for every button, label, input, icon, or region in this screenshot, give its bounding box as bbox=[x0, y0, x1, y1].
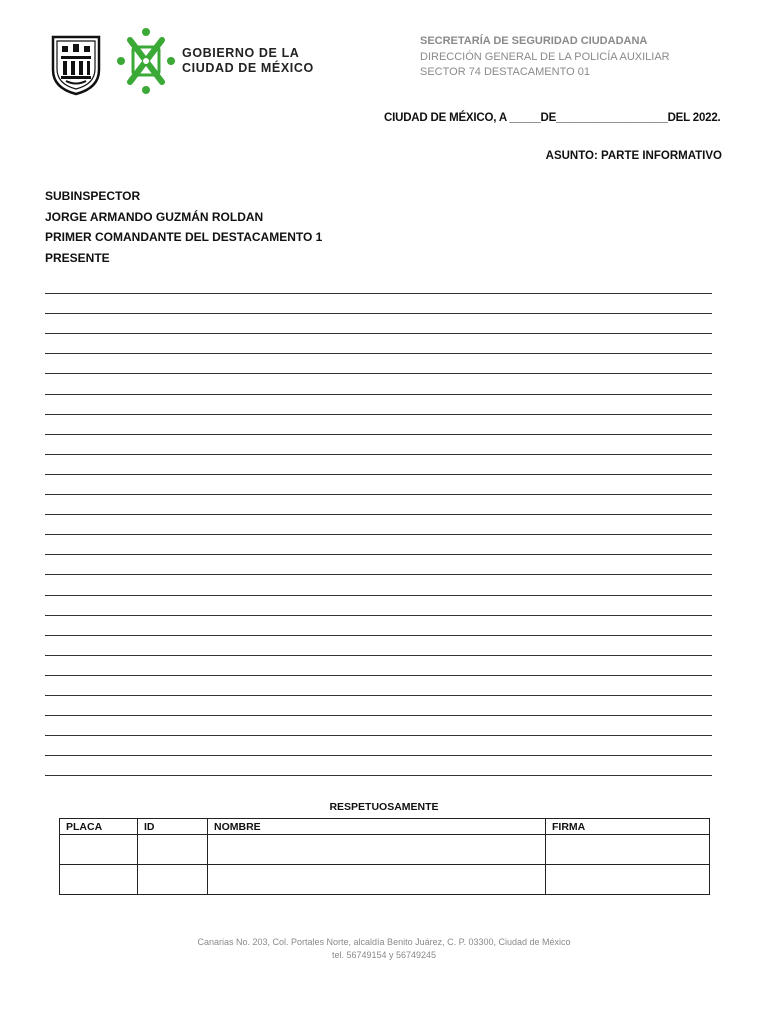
writing-line[interactable] bbox=[45, 534, 712, 535]
header-firma: FIRMA bbox=[546, 819, 710, 835]
writing-line[interactable] bbox=[45, 353, 712, 354]
firma-cell[interactable] bbox=[546, 865, 710, 895]
footer bbox=[0, 936, 768, 961]
placa-cell[interactable] bbox=[60, 835, 138, 865]
signature-table-header bbox=[60, 819, 710, 835]
writing-line[interactable] bbox=[45, 715, 712, 716]
org-sector: SECTOR 74 DESTACAMENTO 01 bbox=[420, 66, 590, 78]
addressee-name: JORGE ARMANDO GUZMÁN ROLDAN bbox=[45, 209, 264, 224]
brand-line-2: CIUDAD DE MÉXICO bbox=[182, 61, 314, 75]
addressee-block bbox=[45, 186, 322, 269]
writing-line[interactable] bbox=[45, 474, 712, 475]
header-id: ID bbox=[138, 819, 208, 835]
placa-cell[interactable] bbox=[60, 865, 138, 895]
brand-line-1: GOBIERNO DE LA bbox=[182, 46, 300, 60]
nombre-cell[interactable] bbox=[208, 865, 546, 895]
footer-phone: tel. 56749154 y 56749245 bbox=[331, 949, 437, 960]
writing-line[interactable] bbox=[45, 293, 712, 294]
coat-of-arms-icon bbox=[50, 34, 102, 96]
organization-block bbox=[420, 34, 670, 81]
writing-line[interactable] bbox=[45, 454, 712, 455]
writing-line[interactable] bbox=[45, 695, 712, 696]
table-row bbox=[60, 835, 710, 865]
writing-line[interactable] bbox=[45, 394, 712, 395]
writing-line[interactable] bbox=[45, 574, 712, 575]
id-cell[interactable] bbox=[138, 865, 208, 895]
writing-line[interactable] bbox=[45, 333, 712, 334]
header-placa: PLACA bbox=[60, 819, 138, 835]
addressee-rank: SUBINSPECTOR bbox=[45, 189, 141, 203]
writing-line[interactable] bbox=[45, 373, 712, 374]
cdmx-logo-icon bbox=[117, 27, 175, 95]
writing-line[interactable] bbox=[45, 414, 712, 415]
writing-line[interactable] bbox=[45, 494, 712, 495]
government-brand-text bbox=[182, 46, 314, 76]
firma-cell[interactable] bbox=[546, 835, 710, 865]
org-directorate: DIRECCIÓN GENERAL DE LA POLICÍA AUXILIAR bbox=[420, 50, 670, 63]
writing-line[interactable] bbox=[45, 595, 712, 596]
closing-text: RESPETUOSAMENTE bbox=[329, 801, 439, 813]
subject-line: ASUNTO: PARTE INFORMATIVO bbox=[545, 150, 722, 162]
table-row bbox=[60, 865, 710, 895]
nombre-cell[interactable] bbox=[208, 835, 546, 865]
writing-line[interactable] bbox=[45, 313, 712, 314]
writing-line[interactable] bbox=[45, 635, 712, 636]
signature-table bbox=[59, 818, 710, 895]
writing-line[interactable] bbox=[45, 675, 712, 676]
writing-line[interactable] bbox=[45, 775, 712, 776]
writing-line[interactable] bbox=[45, 655, 712, 656]
id-cell[interactable] bbox=[138, 835, 208, 865]
writing-line[interactable] bbox=[45, 514, 712, 515]
addressee-position: PRIMER COMANDANTE DEL DESTACAMENTO 1 bbox=[45, 230, 323, 245]
writing-line[interactable] bbox=[45, 434, 712, 435]
footer-address: Canarias No. 203, Col. Portales Norte, alcaldía Benito Juárez, C. P. 03300, Ciudad de México bbox=[197, 937, 571, 947]
addressee-salutation: PRESENTE bbox=[45, 251, 110, 266]
writing-line[interactable] bbox=[45, 554, 712, 555]
header-nombre: NOMBRE bbox=[208, 819, 546, 835]
writing-line[interactable] bbox=[45, 615, 712, 616]
org-secretariat: SECRETARÍA DE SEGURIDAD CIUDADANA bbox=[420, 35, 648, 47]
writing-line[interactable] bbox=[45, 735, 712, 736]
writing-line[interactable] bbox=[45, 755, 712, 756]
date-line: CIUDAD DE MÉXICO, A _____DE__________________DEL 2022. bbox=[384, 112, 721, 124]
